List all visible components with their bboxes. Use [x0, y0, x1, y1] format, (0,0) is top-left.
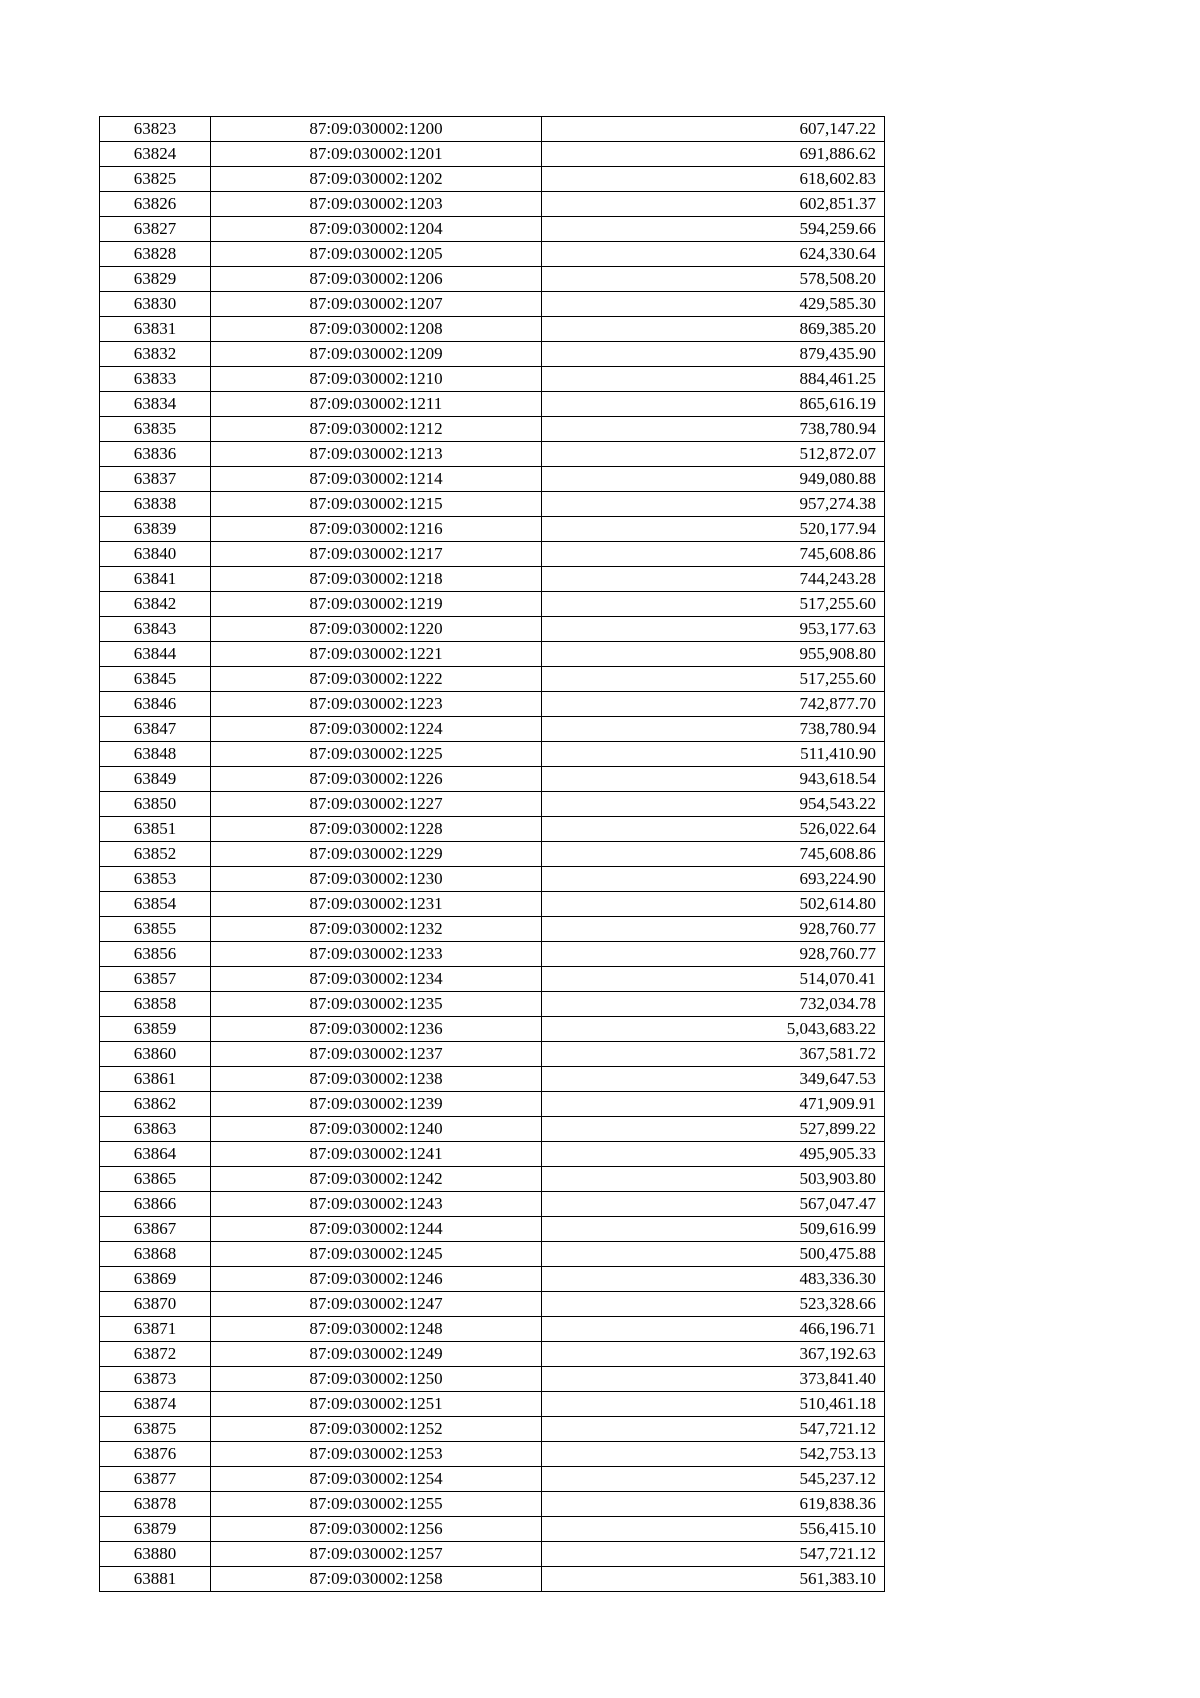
value-cell: 547,721.12 — [542, 1542, 885, 1567]
value-cell: 367,581.72 — [542, 1042, 885, 1067]
table-row — [100, 1242, 885, 1267]
row-number-cell: 63868 — [100, 1242, 211, 1267]
row-number-cell: 63877 — [100, 1467, 211, 1492]
value-cell: 955,908.80 — [542, 642, 885, 667]
table-row — [100, 117, 885, 142]
value-cell: 954,543.22 — [542, 792, 885, 817]
cadastral-number-cell: 87:09:030002:1228 — [211, 817, 542, 842]
cadastral-number-cell: 87:09:030002:1210 — [211, 367, 542, 392]
row-number-cell: 63865 — [100, 1167, 211, 1192]
row-number-cell: 63858 — [100, 992, 211, 1017]
table-row — [100, 1117, 885, 1142]
cadastral-number-cell: 87:09:030002:1223 — [211, 692, 542, 717]
row-number-cell: 63854 — [100, 892, 211, 917]
table-row — [100, 867, 885, 892]
row-number-cell: 63831 — [100, 317, 211, 342]
table-body — [100, 117, 885, 1592]
cadastral-number-cell: 87:09:030002:1206 — [211, 267, 542, 292]
value-cell: 567,047.47 — [542, 1192, 885, 1217]
value-cell: 691,886.62 — [542, 142, 885, 167]
value-cell: 607,147.22 — [542, 117, 885, 142]
value-cell: 373,841.40 — [542, 1367, 885, 1392]
cadastral-number-cell: 87:09:030002:1233 — [211, 942, 542, 967]
value-cell: 953,177.63 — [542, 617, 885, 642]
cadastral-number-cell: 87:09:030002:1203 — [211, 192, 542, 217]
row-number-cell: 63859 — [100, 1017, 211, 1042]
value-cell: 512,872.07 — [542, 442, 885, 467]
row-number-cell: 63826 — [100, 192, 211, 217]
cadastral-number-cell: 87:09:030002:1207 — [211, 292, 542, 317]
value-cell: 545,237.12 — [542, 1467, 885, 1492]
row-number-cell: 63879 — [100, 1517, 211, 1542]
table-row — [100, 467, 885, 492]
row-number-cell: 63863 — [100, 1117, 211, 1142]
table-row — [100, 1342, 885, 1367]
table-row — [100, 1267, 885, 1292]
value-cell: 523,328.66 — [542, 1292, 885, 1317]
table-row — [100, 592, 885, 617]
row-number-cell: 63881 — [100, 1567, 211, 1592]
value-cell: 517,255.60 — [542, 667, 885, 692]
value-cell: 879,435.90 — [542, 342, 885, 367]
table-row — [100, 317, 885, 342]
table-row — [100, 842, 885, 867]
table-row — [100, 1517, 885, 1542]
table-row — [100, 442, 885, 467]
table-row — [100, 142, 885, 167]
cadastral-number-cell: 87:09:030002:1245 — [211, 1242, 542, 1267]
table-row — [100, 792, 885, 817]
value-cell: 693,224.90 — [542, 867, 885, 892]
cadastral-number-cell: 87:09:030002:1243 — [211, 1192, 542, 1217]
cadastral-number-cell: 87:09:030002:1253 — [211, 1442, 542, 1467]
value-cell: 526,022.64 — [542, 817, 885, 842]
cadastral-number-cell: 87:09:030002:1244 — [211, 1217, 542, 1242]
table-row — [100, 1142, 885, 1167]
table-row — [100, 717, 885, 742]
table-row — [100, 692, 885, 717]
table-row — [100, 1017, 885, 1042]
value-cell: 542,753.13 — [542, 1442, 885, 1467]
table-row — [100, 1317, 885, 1342]
row-number-cell: 63876 — [100, 1442, 211, 1467]
table-row — [100, 1042, 885, 1067]
row-number-cell: 63834 — [100, 392, 211, 417]
value-cell: 943,618.54 — [542, 767, 885, 792]
cadastral-number-cell: 87:09:030002:1251 — [211, 1392, 542, 1417]
table-row — [100, 1417, 885, 1442]
table-row — [100, 342, 885, 367]
value-cell: 561,383.10 — [542, 1567, 885, 1592]
table-row — [100, 367, 885, 392]
cadastral-number-cell: 87:09:030002:1241 — [211, 1142, 542, 1167]
row-number-cell: 63847 — [100, 717, 211, 742]
row-number-cell: 63864 — [100, 1142, 211, 1167]
cadastral-number-cell: 87:09:030002:1231 — [211, 892, 542, 917]
table-row — [100, 1442, 885, 1467]
cadastral-number-cell: 87:09:030002:1248 — [211, 1317, 542, 1342]
row-number-cell: 63874 — [100, 1392, 211, 1417]
value-cell: 5,043,683.22 — [542, 1017, 885, 1042]
row-number-cell: 63842 — [100, 592, 211, 617]
cadastral-number-cell: 87:09:030002:1242 — [211, 1167, 542, 1192]
table-row — [100, 1467, 885, 1492]
cadastral-value-table — [99, 116, 885, 1592]
value-cell: 619,838.36 — [542, 1492, 885, 1517]
cadastral-number-cell: 87:09:030002:1257 — [211, 1542, 542, 1567]
value-cell: 869,385.20 — [542, 317, 885, 342]
cadastral-number-cell: 87:09:030002:1240 — [211, 1117, 542, 1142]
table-row — [100, 617, 885, 642]
value-cell: 471,909.91 — [542, 1092, 885, 1117]
value-cell: 957,274.38 — [542, 492, 885, 517]
cadastral-number-cell: 87:09:030002:1255 — [211, 1492, 542, 1517]
value-cell: 367,192.63 — [542, 1342, 885, 1367]
value-cell: 738,780.94 — [542, 717, 885, 742]
table-row — [100, 992, 885, 1017]
cadastral-number-cell: 87:09:030002:1219 — [211, 592, 542, 617]
row-number-cell: 63860 — [100, 1042, 211, 1067]
row-number-cell: 63852 — [100, 842, 211, 867]
value-cell: 495,905.33 — [542, 1142, 885, 1167]
value-cell: 429,585.30 — [542, 292, 885, 317]
cadastral-number-cell: 87:09:030002:1215 — [211, 492, 542, 517]
value-cell: 517,255.60 — [542, 592, 885, 617]
cadastral-number-cell: 87:09:030002:1200 — [211, 117, 542, 142]
cadastral-number-cell: 87:09:030002:1224 — [211, 717, 542, 742]
table-row — [100, 267, 885, 292]
cadastral-number-cell: 87:09:030002:1230 — [211, 867, 542, 892]
row-number-cell: 63857 — [100, 967, 211, 992]
table-row — [100, 1192, 885, 1217]
row-number-cell: 63829 — [100, 267, 211, 292]
row-number-cell: 63827 — [100, 217, 211, 242]
row-number-cell: 63862 — [100, 1092, 211, 1117]
value-cell: 745,608.86 — [542, 842, 885, 867]
cadastral-number-cell: 87:09:030002:1229 — [211, 842, 542, 867]
cadastral-number-cell: 87:09:030002:1214 — [211, 467, 542, 492]
table-row — [100, 1167, 885, 1192]
table-row — [100, 1367, 885, 1392]
cadastral-number-cell: 87:09:030002:1209 — [211, 342, 542, 367]
cadastral-number-cell: 87:09:030002:1226 — [211, 767, 542, 792]
row-number-cell: 63848 — [100, 742, 211, 767]
value-cell: 509,616.99 — [542, 1217, 885, 1242]
table-row — [100, 767, 885, 792]
row-number-cell: 63823 — [100, 117, 211, 142]
cadastral-number-cell: 87:09:030002:1218 — [211, 567, 542, 592]
row-number-cell: 63866 — [100, 1192, 211, 1217]
table-row — [100, 542, 885, 567]
row-number-cell: 63873 — [100, 1367, 211, 1392]
row-number-cell: 63850 — [100, 792, 211, 817]
value-cell: 884,461.25 — [542, 367, 885, 392]
cadastral-number-cell: 87:09:030002:1237 — [211, 1042, 542, 1067]
table-row — [100, 1067, 885, 1092]
row-number-cell: 63875 — [100, 1417, 211, 1442]
row-number-cell: 63871 — [100, 1317, 211, 1342]
table-row — [100, 242, 885, 267]
cadastral-number-cell: 87:09:030002:1256 — [211, 1517, 542, 1542]
value-cell: 500,475.88 — [542, 1242, 885, 1267]
cadastral-number-cell: 87:09:030002:1238 — [211, 1067, 542, 1092]
row-number-cell: 63878 — [100, 1492, 211, 1517]
table-row — [100, 942, 885, 967]
cadastral-number-cell: 87:09:030002:1249 — [211, 1342, 542, 1367]
table-row — [100, 167, 885, 192]
cadastral-number-cell: 87:09:030002:1222 — [211, 667, 542, 692]
row-number-cell: 63830 — [100, 292, 211, 317]
row-number-cell: 63869 — [100, 1267, 211, 1292]
value-cell: 510,461.18 — [542, 1392, 885, 1417]
table-row — [100, 742, 885, 767]
value-cell: 732,034.78 — [542, 992, 885, 1017]
table-row — [100, 1492, 885, 1517]
table-row — [100, 667, 885, 692]
cadastral-number-cell: 87:09:030002:1220 — [211, 617, 542, 642]
cadastral-number-cell: 87:09:030002:1217 — [211, 542, 542, 567]
row-number-cell: 63839 — [100, 517, 211, 542]
row-number-cell: 63844 — [100, 642, 211, 667]
row-number-cell: 63837 — [100, 467, 211, 492]
value-cell: 514,070.41 — [542, 967, 885, 992]
row-number-cell: 63833 — [100, 367, 211, 392]
value-cell: 547,721.12 — [542, 1417, 885, 1442]
table-row — [100, 217, 885, 242]
table-row — [100, 567, 885, 592]
value-cell: 594,259.66 — [542, 217, 885, 242]
value-cell: 865,616.19 — [542, 392, 885, 417]
cadastral-number-cell: 87:09:030002:1232 — [211, 917, 542, 942]
value-cell: 738,780.94 — [542, 417, 885, 442]
cadastral-number-cell: 87:09:030002:1227 — [211, 792, 542, 817]
value-cell: 744,243.28 — [542, 567, 885, 592]
row-number-cell: 63861 — [100, 1067, 211, 1092]
cadastral-number-cell: 87:09:030002:1201 — [211, 142, 542, 167]
value-cell: 618,602.83 — [542, 167, 885, 192]
row-number-cell: 63872 — [100, 1342, 211, 1367]
row-number-cell: 63825 — [100, 167, 211, 192]
table-row — [100, 517, 885, 542]
cadastral-number-cell: 87:09:030002:1225 — [211, 742, 542, 767]
value-cell: 520,177.94 — [542, 517, 885, 542]
value-cell: 949,080.88 — [542, 467, 885, 492]
table-row — [100, 417, 885, 442]
cadastral-number-cell: 87:09:030002:1254 — [211, 1467, 542, 1492]
value-cell: 745,608.86 — [542, 542, 885, 567]
row-number-cell: 63840 — [100, 542, 211, 567]
table-row — [100, 1092, 885, 1117]
cadastral-number-cell: 87:09:030002:1202 — [211, 167, 542, 192]
value-cell: 556,415.10 — [542, 1517, 885, 1542]
table-row — [100, 817, 885, 842]
table-row — [100, 967, 885, 992]
row-number-cell: 63824 — [100, 142, 211, 167]
table-row — [100, 892, 885, 917]
cadastral-number-cell: 87:09:030002:1247 — [211, 1292, 542, 1317]
row-number-cell: 63853 — [100, 867, 211, 892]
value-cell: 349,647.53 — [542, 1067, 885, 1092]
cadastral-number-cell: 87:09:030002:1211 — [211, 392, 542, 417]
cadastral-number-cell: 87:09:030002:1239 — [211, 1092, 542, 1117]
cadastral-number-cell: 87:09:030002:1258 — [211, 1567, 542, 1592]
row-number-cell: 63867 — [100, 1217, 211, 1242]
row-number-cell: 63845 — [100, 667, 211, 692]
value-cell: 511,410.90 — [542, 742, 885, 767]
cadastral-number-cell: 87:09:030002:1213 — [211, 442, 542, 467]
row-number-cell: 63835 — [100, 417, 211, 442]
table-row — [100, 1567, 885, 1592]
table-row — [100, 1392, 885, 1417]
value-cell: 483,336.30 — [542, 1267, 885, 1292]
table-row — [100, 1542, 885, 1567]
cadastral-number-cell: 87:09:030002:1246 — [211, 1267, 542, 1292]
table-row — [100, 1292, 885, 1317]
row-number-cell: 63828 — [100, 242, 211, 267]
value-cell: 466,196.71 — [542, 1317, 885, 1342]
cadastral-number-cell: 87:09:030002:1205 — [211, 242, 542, 267]
cadastral-number-cell: 87:09:030002:1252 — [211, 1417, 542, 1442]
cadastral-number-cell: 87:09:030002:1221 — [211, 642, 542, 667]
cadastral-number-cell: 87:09:030002:1236 — [211, 1017, 542, 1042]
cadastral-number-cell: 87:09:030002:1234 — [211, 967, 542, 992]
row-number-cell: 63838 — [100, 492, 211, 517]
value-cell: 503,903.80 — [542, 1167, 885, 1192]
cadastral-number-cell: 87:09:030002:1216 — [211, 517, 542, 542]
table-row — [100, 492, 885, 517]
cadastral-number-cell: 87:09:030002:1208 — [211, 317, 542, 342]
row-number-cell: 63849 — [100, 767, 211, 792]
row-number-cell: 63841 — [100, 567, 211, 592]
row-number-cell: 63851 — [100, 817, 211, 842]
table-row — [100, 1217, 885, 1242]
value-cell: 502,614.80 — [542, 892, 885, 917]
table-row — [100, 292, 885, 317]
row-number-cell: 63843 — [100, 617, 211, 642]
value-cell: 928,760.77 — [542, 917, 885, 942]
row-number-cell: 63856 — [100, 942, 211, 967]
row-number-cell: 63846 — [100, 692, 211, 717]
value-cell: 928,760.77 — [542, 942, 885, 967]
cadastral-number-cell: 87:09:030002:1212 — [211, 417, 542, 442]
row-number-cell: 63855 — [100, 917, 211, 942]
table-row — [100, 192, 885, 217]
value-cell: 578,508.20 — [542, 267, 885, 292]
value-cell: 602,851.37 — [542, 192, 885, 217]
table-row — [100, 642, 885, 667]
cadastral-number-cell: 87:09:030002:1250 — [211, 1367, 542, 1392]
value-cell: 527,899.22 — [542, 1117, 885, 1142]
table-row — [100, 392, 885, 417]
row-number-cell: 63832 — [100, 342, 211, 367]
row-number-cell: 63880 — [100, 1542, 211, 1567]
cadastral-number-cell: 87:09:030002:1204 — [211, 217, 542, 242]
row-number-cell: 63870 — [100, 1292, 211, 1317]
row-number-cell: 63836 — [100, 442, 211, 467]
value-cell: 742,877.70 — [542, 692, 885, 717]
value-cell: 624,330.64 — [542, 242, 885, 267]
table-row — [100, 917, 885, 942]
cadastral-number-cell: 87:09:030002:1235 — [211, 992, 542, 1017]
